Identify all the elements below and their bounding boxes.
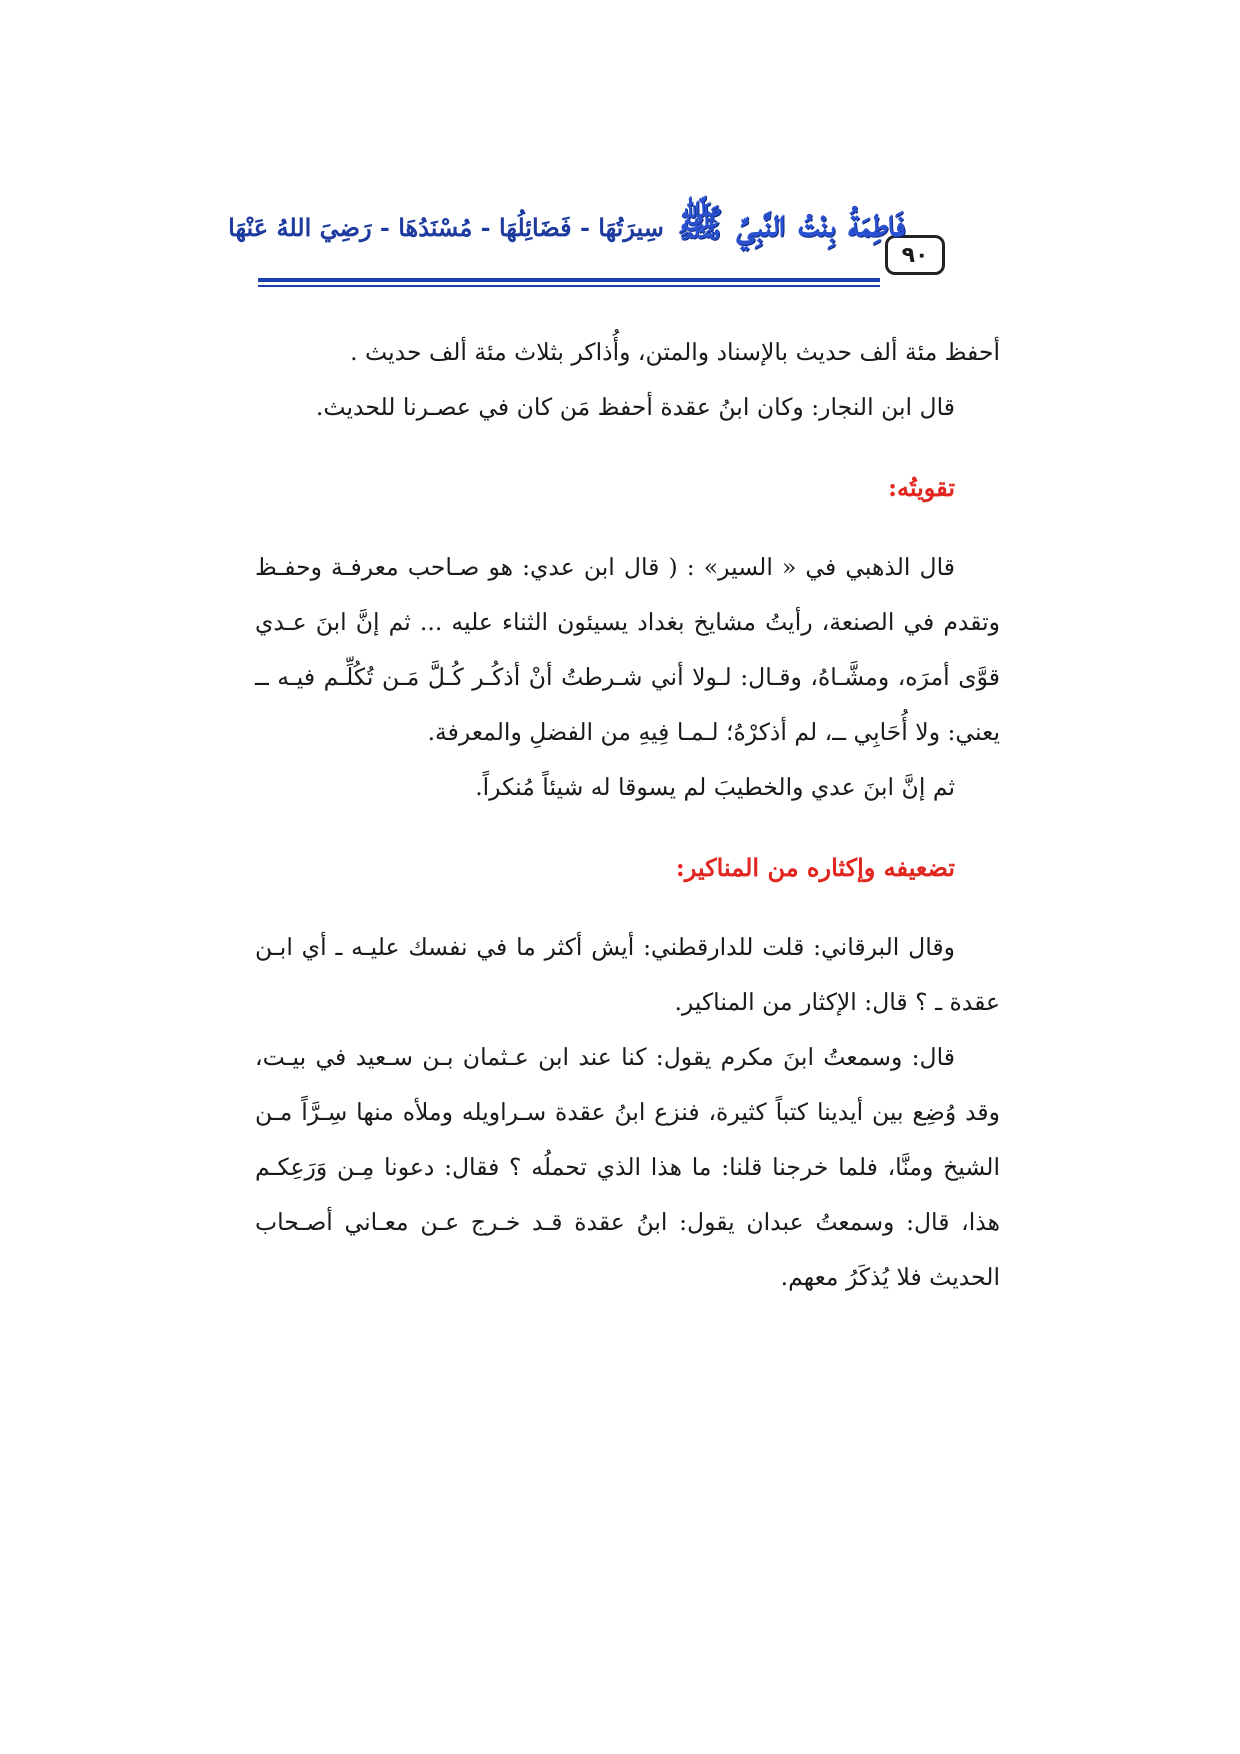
paragraph-6: قال: وسمعتُ ابنَ مكرم يقول: كنا عند ابن عـثمان بـن سـعيد في بيـت، وقد وُضِع بين أيدينا كتباً كثيرة، فنزع ابنُ عقدة سـراويله وملأه منها سِـرَّاً مـن الشيخ ومنَّا، فلما خرجنا قلنا: ما هذا الذي تحملُه ؟ فقال: دعونا مِـن وَرَعِكـم هذا، قال: وسمعتُ عبدان يقول: ابنُ عقدة قـد خـرج عـن معـاني أصـحاب الحديث فلا يُذكَرُ معهم. — [255, 1043, 1000, 1291]
paragraph-4: ثم إنَّ ابنَ عدي والخطيبَ لم يسوقا له شيئاً مُنكراً. — [475, 773, 955, 801]
page-number: ٩٠ — [885, 235, 945, 275]
book-title-main: فَاطِمَةُ بِنْتُ النَّبِيِّ ﷺ — [677, 200, 905, 245]
header-rule-thick — [258, 278, 880, 282]
paragraph-1: أحفظ مئة ألف حديث بالإسناد والمتن، وأُذاكر بثلاث مئة ألف حديث . — [350, 338, 1000, 366]
page-body — [255, 325, 1000, 1305]
section-heading-taqwiyatuh: تقويتُه: — [888, 473, 955, 502]
paragraph-2: قال ابن النجار: وكان ابنُ عقدة أحفظ مَن كان في عصـرنا للحديث. — [315, 393, 955, 421]
header-rule-thin — [258, 285, 880, 287]
paragraph-3: قال الذهبي في « السير» : ( قال ابن عدي: هو صـاحب معرفـة وحفـظ وتقدم في الصنعة، رأيتُ مشايخ بغداد يسيئون الثناء عليه ... ثم إنَّ ابنَ عـدي قوَّى أمرَه، ومشَّـاهُ، وقـال: لـولا أني شـرطتُ أنْ أذكُـر كُـلَّ مَـن تُكُلِّـم فيـه ــ يعني: ولا أُحَابِي ــ، لم أذكرْهُ؛ لـمـا فِيهِ من الفضلِ والمعرفة. — [255, 553, 1000, 746]
paragraph-5: وقال البرقاني: قلت للدارقطني: أيش أكثر ما في نفسك عليـه ـ أي ابـن عقدة ـ ؟ قال: الإكثار من المناكير. — [255, 933, 1000, 1016]
book-title-subtitle: سِيرَتُهَا - فَضَائِلُهَا - مُسْنَدُهَا - رَضِيَ اللهُ عَنْهَا — [228, 213, 664, 242]
section-heading-tadifuh: تضعيفه وإكثاره من المناكير: — [675, 853, 955, 882]
book-title — [228, 200, 905, 255]
